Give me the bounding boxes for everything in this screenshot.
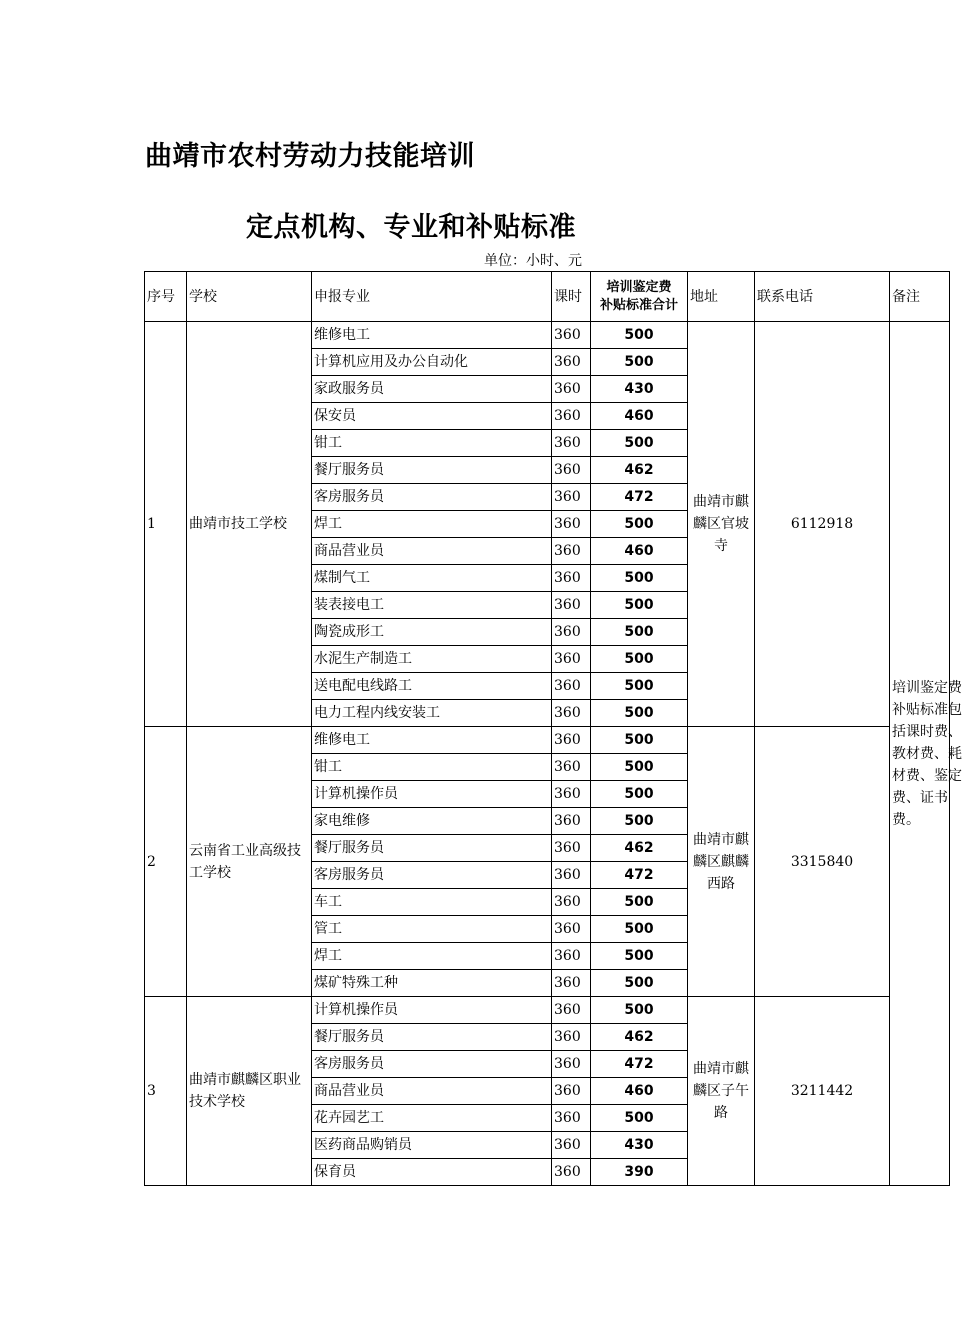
header-address: 地址	[688, 272, 755, 322]
hours-cell: 360	[552, 916, 591, 943]
major-cell: 煤制气工	[312, 565, 552, 592]
major-cell: 钳工	[312, 754, 552, 781]
phone-cell: 6112918	[755, 322, 890, 727]
note-text: 培训鉴定费补贴标准包括课时费、教材费、耗材费、鉴定费、证书费。	[892, 679, 962, 828]
hours-cell: 360	[552, 376, 591, 403]
hours-cell: 360	[552, 457, 591, 484]
subsidy-cell: 500	[591, 673, 688, 700]
major-cell: 家政服务员	[312, 376, 552, 403]
header-subsidy	[591, 272, 688, 322]
header-note: 备注	[890, 272, 950, 322]
address-cell: 曲靖市麒麟区子午路	[688, 997, 755, 1186]
phone-cell: 3211442	[755, 997, 890, 1186]
hours-cell: 360	[552, 781, 591, 808]
header-hours: 课时	[552, 272, 591, 322]
subsidy-cell: 500	[591, 700, 688, 727]
major-cell: 钳工	[312, 430, 552, 457]
subsidy-cell: 500	[591, 430, 688, 457]
major-cell: 焊工	[312, 943, 552, 970]
hours-cell: 360	[552, 997, 591, 1024]
hours-cell: 360	[552, 1024, 591, 1051]
header-subsidy-line1: 培训鉴定费	[606, 279, 672, 295]
table-header-row	[145, 272, 950, 322]
subsidy-cell: 430	[591, 1132, 688, 1159]
hours-cell: 360	[552, 646, 591, 673]
major-cell: 商品营业员	[312, 1078, 552, 1105]
hours-cell: 360	[552, 1078, 591, 1105]
subsidy-cell: 460	[591, 403, 688, 430]
hours-cell: 360	[552, 403, 591, 430]
major-cell: 陶瓷成形工	[312, 619, 552, 646]
major-cell: 计算机应用及办公自动化	[312, 349, 552, 376]
subsidy-cell: 500	[591, 754, 688, 781]
hours-cell: 360	[552, 619, 591, 646]
header-school: 学校	[187, 272, 312, 322]
hours-cell: 360	[552, 970, 591, 997]
document-title-line2: 定点机构、专业和补贴标准	[246, 212, 576, 243]
major-cell: 商品营业员	[312, 538, 552, 565]
hours-cell: 360	[552, 538, 591, 565]
subsidy-cell: 500	[591, 322, 688, 349]
school-cell: 云南省工业高级技工学校	[187, 727, 312, 997]
subsidy-cell: 500	[591, 916, 688, 943]
major-cell: 装表接电工	[312, 592, 552, 619]
subsidy-cell: 472	[591, 484, 688, 511]
header-major: 申报专业	[312, 272, 552, 322]
major-cell: 水泥生产制造工	[312, 646, 552, 673]
major-cell: 医药商品购销员	[312, 1132, 552, 1159]
major-cell: 花卉园艺工	[312, 1105, 552, 1132]
subsidy-cell: 500	[591, 781, 688, 808]
major-cell: 计算机操作员	[312, 997, 552, 1024]
major-cell: 保育员	[312, 1159, 552, 1186]
subsidy-cell: 472	[591, 862, 688, 889]
hours-cell: 360	[552, 484, 591, 511]
hours-cell: 360	[552, 592, 591, 619]
hours-cell: 360	[552, 727, 591, 754]
subsidy-table	[144, 271, 962, 1186]
subsidy-cell: 462	[591, 457, 688, 484]
hours-cell: 360	[552, 322, 591, 349]
major-cell: 餐厅服务员	[312, 835, 552, 862]
note-cell	[890, 322, 962, 1186]
subsidy-cell: 500	[591, 997, 688, 1024]
hours-cell: 360	[552, 808, 591, 835]
table-row	[145, 997, 950, 1024]
subsidy-cell: 460	[591, 538, 688, 565]
major-cell: 煤矿特殊工种	[312, 970, 552, 997]
subsidy-cell: 500	[591, 808, 688, 835]
hours-cell: 360	[552, 430, 591, 457]
major-cell: 客房服务员	[312, 1051, 552, 1078]
major-cell: 送电配电线路工	[312, 673, 552, 700]
phone-cell: 3315840	[755, 727, 890, 997]
seq-cell: 3	[145, 997, 187, 1186]
table-row	[145, 727, 950, 754]
hours-cell: 360	[552, 943, 591, 970]
subsidy-cell: 460	[591, 1078, 688, 1105]
subsidy-cell: 500	[591, 511, 688, 538]
hours-cell: 360	[552, 889, 591, 916]
school-cell: 曲靖市技工学校	[187, 322, 312, 727]
header-phone: 联系电话	[755, 272, 890, 322]
school-cell: 曲靖市麒麟区职业技术学校	[187, 997, 312, 1186]
major-cell: 电力工程内线安装工	[312, 700, 552, 727]
major-cell: 家电维修	[312, 808, 552, 835]
major-cell: 保安员	[312, 403, 552, 430]
subsidy-cell: 500	[591, 727, 688, 754]
hours-cell: 360	[552, 673, 591, 700]
table-row	[145, 322, 950, 349]
unit-label: 单位：小时、元	[484, 253, 582, 269]
address-cell: 曲靖市麒麟区官坡寺	[688, 322, 755, 727]
hours-cell: 360	[552, 1159, 591, 1186]
subsidy-cell: 390	[591, 1159, 688, 1186]
seq-cell: 1	[145, 322, 187, 727]
subsidy-cell: 462	[591, 835, 688, 862]
major-cell: 客房服务员	[312, 484, 552, 511]
major-cell: 管工	[312, 916, 552, 943]
hours-cell: 360	[552, 835, 591, 862]
major-cell: 焊工	[312, 511, 552, 538]
subsidy-cell: 430	[591, 376, 688, 403]
hours-cell: 360	[552, 1105, 591, 1132]
subsidy-cell: 500	[591, 646, 688, 673]
header-subsidy-line2: 补贴标准合计	[599, 297, 678, 313]
hours-cell: 360	[552, 1132, 591, 1159]
address-cell: 曲靖市麒麟区麒麟西路	[688, 727, 755, 997]
hours-cell: 360	[552, 700, 591, 727]
seq-cell: 2	[145, 727, 187, 997]
major-cell: 计算机操作员	[312, 781, 552, 808]
hours-cell: 360	[552, 1051, 591, 1078]
subsidy-cell: 500	[591, 349, 688, 376]
subsidy-cell: 500	[591, 889, 688, 916]
subsidy-cell: 472	[591, 1051, 688, 1078]
major-cell: 维修电工	[312, 727, 552, 754]
subsidy-cell: 500	[591, 619, 688, 646]
subsidy-cell: 500	[591, 565, 688, 592]
hours-cell: 360	[552, 754, 591, 781]
document-title-line1: 曲靖市农村劳动力技能培训	[145, 141, 475, 172]
subsidy-cell: 500	[591, 592, 688, 619]
header-seq: 序号	[145, 272, 187, 322]
hours-cell: 360	[552, 862, 591, 889]
major-cell: 餐厅服务员	[312, 457, 552, 484]
subsidy-cell: 500	[591, 970, 688, 997]
subsidy-cell: 500	[591, 1105, 688, 1132]
major-cell: 维修电工	[312, 322, 552, 349]
subsidy-cell: 462	[591, 1024, 688, 1051]
hours-cell: 360	[552, 349, 591, 376]
major-cell: 客房服务员	[312, 862, 552, 889]
major-cell: 车工	[312, 889, 552, 916]
hours-cell: 360	[552, 565, 591, 592]
subsidy-cell: 500	[591, 943, 688, 970]
hours-cell: 360	[552, 511, 591, 538]
major-cell: 餐厅服务员	[312, 1024, 552, 1051]
